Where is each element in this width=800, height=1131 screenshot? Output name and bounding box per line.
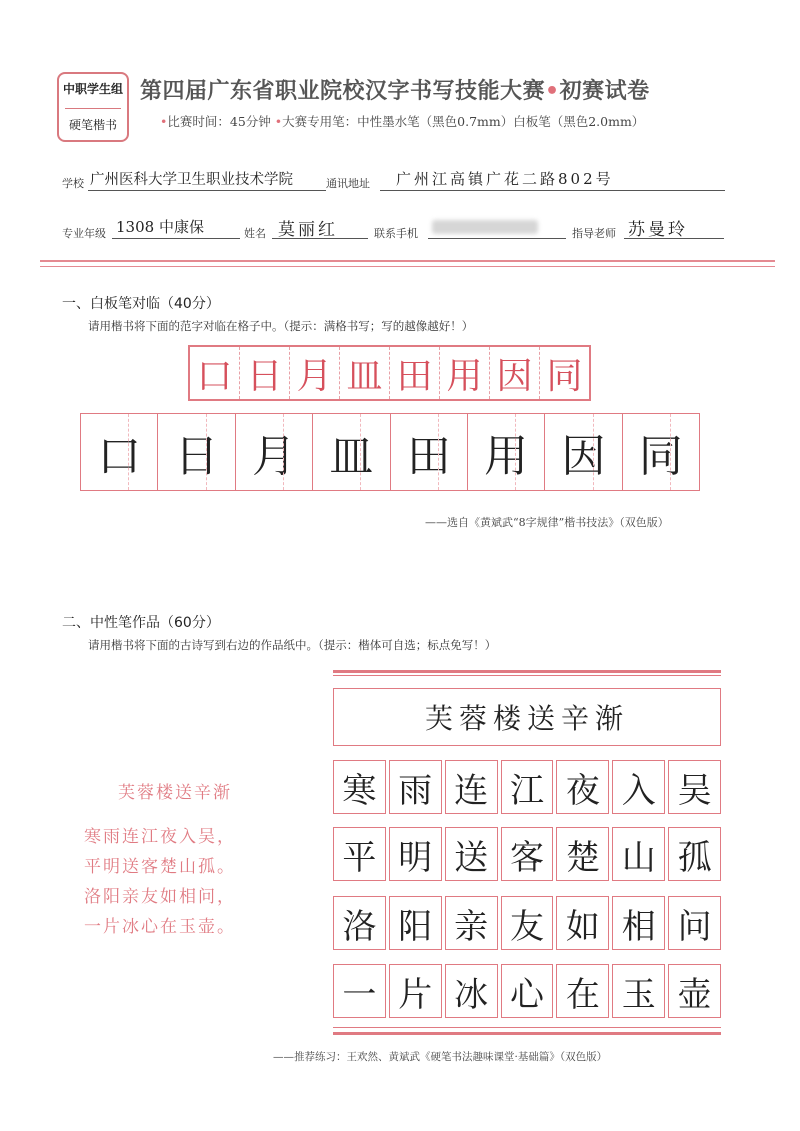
poem-line: 洛阳亲友如相问， [84,887,236,907]
address-underline [380,190,725,191]
work-cell: 亲 [445,896,498,950]
page-title [140,74,650,105]
name-label: 姓名 [244,227,266,240]
major-label: 专业年级 [62,227,106,240]
exam-pen: 大赛专用笔：中性墨水笔（黑色0.7mm）白板笔（黑色2.0mm） [282,114,645,129]
practice-cell: 因 [545,414,622,490]
bullet-icon: • [160,114,168,129]
phone-redacted [432,220,538,234]
work-cell: 阳 [389,896,442,950]
practice-cell: 口 [81,414,158,490]
work-cell: 心 [501,964,554,1018]
phone-underline [428,238,566,239]
section1-source: ——选自《黄斌武“8字规律”楷书技法》（双色版） [425,516,669,529]
work-cell: 一 [333,964,386,1018]
phone-label: 联系手机 [374,227,418,240]
work-row [333,827,721,881]
teacher-underline [624,238,724,239]
major-underline [112,238,240,239]
practice-cell: 日 [158,414,235,490]
work-cell: 在 [556,964,609,1018]
work-paper-bottom-rule-thin [333,1027,721,1028]
work-cell: 夜 [556,760,609,814]
section1-instruction: 请用楷书将下面的范字对临在格子中。（提示：满格书写；写的越像越好！） [88,319,474,333]
work-title: 芙蓉楼送辛渐 [333,688,721,746]
work-cell: 吴 [668,760,721,814]
poem-line: 寒雨连江夜入吴， [84,827,236,847]
section2-heading: 二、中性笔作品（60分） [62,615,220,631]
header-divider-thin [40,266,775,267]
sample-char: 日 [240,347,290,399]
badge-group-label: 中职学生组 [62,82,123,96]
practice-cell: 月 [236,414,313,490]
exam-time: 比赛时间：45分钟 [167,114,271,129]
work-cell: 如 [556,896,609,950]
work-cell: 江 [501,760,554,814]
poem-line: 平明送客楚山孤。 [84,857,236,877]
work-cell: 明 [389,827,442,881]
sample-char: 口 [190,347,240,399]
practice-grid [80,413,700,491]
practice-cell: 田 [391,414,468,490]
work-cell: 客 [501,827,554,881]
practice-cell: 皿 [313,414,390,490]
category-badge [57,72,129,142]
work-cell: 相 [612,896,665,950]
work-cell: 壶 [668,964,721,1018]
work-row [333,964,721,1018]
sample-char: 因 [490,347,540,399]
teacher-value: 苏曼玲 [628,220,688,240]
work-cell: 雨 [389,760,442,814]
title-dot: • [545,79,560,104]
work-cell: 平 [333,827,386,881]
sample-characters [188,345,591,401]
work-cell: 孤 [668,827,721,881]
work-cell: 入 [612,760,665,814]
header-divider [40,260,775,262]
badge-divider [65,108,121,109]
work-row [333,760,721,814]
work-paper-top-rule-thin [333,675,721,676]
work-cell: 冰 [445,964,498,1018]
work-cell: 玉 [612,964,665,1018]
work-cell: 友 [501,896,554,950]
poem-line: 一片冰心在玉壶。 [84,917,236,937]
sample-char: 月 [290,347,340,399]
work-paper-top-rule [333,670,721,673]
work-cell: 片 [389,964,442,1018]
major-value: 1308 中康保 [116,218,204,236]
work-cell: 送 [445,827,498,881]
work-cell: 楚 [556,827,609,881]
sample-char: 皿 [340,347,390,399]
work-cell: 寒 [333,760,386,814]
work-cell: 山 [612,827,665,881]
bullet-icon: • [274,114,283,129]
poem-title: 芙蓉楼送辛渐 [118,783,232,803]
practice-cell: 用 [468,414,545,490]
recommend-note: ——推荐练习：王欢然、黄斌武《硬笔书法趣味课堂·基础篇》（双色版） [273,1051,608,1063]
sample-char: 同 [546,355,583,397]
teacher-label: 指导老师 [572,227,616,240]
badge-script-label: 硬笔楷书 [68,118,117,132]
work-cell: 问 [668,896,721,950]
work-cell: 洛 [333,896,386,950]
sample-char: 田 [390,347,440,399]
name-underline [272,238,368,239]
name-value: 莫丽红 [278,220,338,240]
sample-char: 用 [440,347,490,399]
practice-cell: 同 [623,414,699,490]
school-underline [88,190,326,191]
address-label: 通讯地址 [326,177,370,190]
address-value: 广州江高镇广花二路802号 [396,170,614,188]
work-paper-bottom-rule [333,1032,721,1035]
title-main: 第四届广东省职业院校汉字书写技能大赛 [140,79,546,104]
school-label: 学校 [62,177,84,190]
section1-heading: 一、白板笔对临（40分） [62,296,220,312]
section2-instruction: 请用楷书将下面的古诗写到右边的作品纸中。（提示：楷体可自选；标点免写！） [88,638,497,652]
school-value: 广州医科大学卫生职业技术学院 [90,172,293,188]
work-row [333,896,721,950]
title-tail: 初赛试卷 [559,79,650,104]
work-cell: 连 [445,760,498,814]
exam-info [160,112,644,130]
